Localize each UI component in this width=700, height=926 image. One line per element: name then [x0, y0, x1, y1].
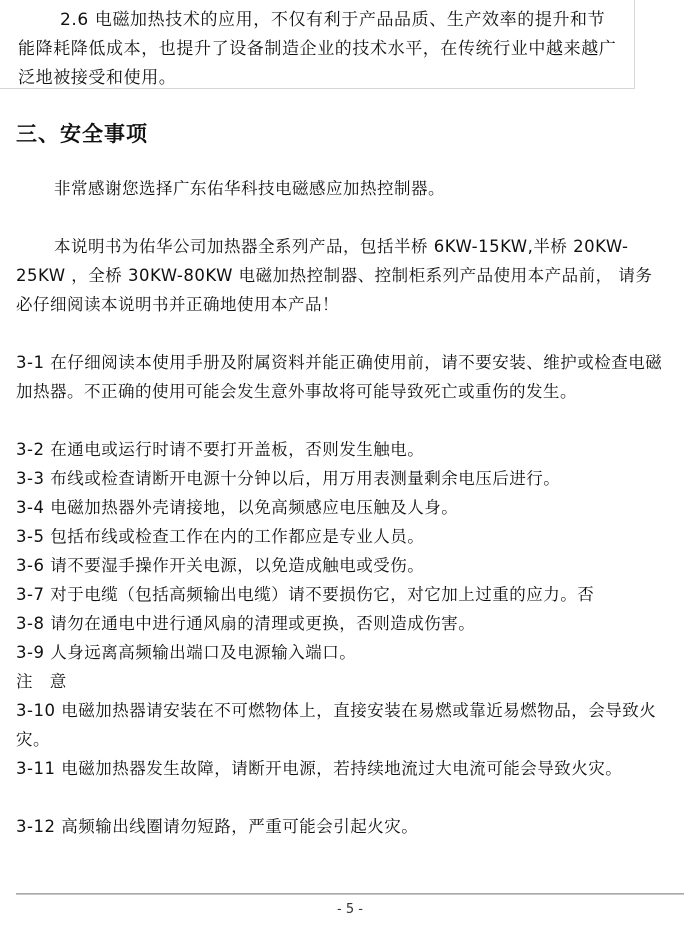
notice-label: 注 意 — [16, 672, 73, 691]
safety-item-3-2: 3-2 在通电或运行时请不要打开盖板，否则发生触电。 — [16, 440, 425, 459]
safety-item-3-1: 3-1 在仔细阅读本使用手册及附属资料并能正确使用前，请不要安装、维护或检查电磁加热器。不正确的使用可能会发生意外事故将可能导致死亡或重伤的发生。 — [16, 353, 663, 401]
notice-item-3-11: 3-11 电磁加热器发生故障，请断开电源，若持续地流过大电流可能会导致火灾。 — [16, 759, 623, 778]
thanks-paragraph: 非常感谢您选择广东佑华科技电磁感应加热控制器。 — [54, 179, 445, 198]
notice-item-3-10: 3-10 电磁加热器请安装在不可燃物体上，直接安装在易燃或靠近易燃物品，会导致火灾。 — [16, 701, 657, 749]
safety-item-3-7: 3-7 对于电缆（包括高频输出电缆）请不要损伤它，对它加上过重的应力。否 — [16, 585, 595, 604]
footer-divider — [16, 893, 684, 895]
safety-item-3-9: 3-9 人身远离高频输出端口及电源输入端口。 — [16, 643, 357, 662]
safety-item-3-5: 3-5 包括布线或检查工作在内的工作都应是专业人员。 — [16, 527, 425, 546]
safety-item-3-8: 3-8 请勿在通电中进行通风扇的清理或更换，否则造成伤害。 — [16, 614, 476, 633]
section-2-6-box — [0, 0, 635, 89]
section-2-6-text: 2.6 电磁加热技术的应用，不仅有利于产品品质、生产效率的提升和节能降耗降低成本，也提升了设备制造企业的技术水平，在传统行业中越来越广泛地被接受和使用。 — [18, 10, 617, 88]
safety-item-3-4: 3-4 电磁加热器外壳请接地，以免高频感应电压触及人身。 — [16, 498, 459, 517]
notice-item-3-12: 3-12 高频输出线圈请勿短路，严重可能会引起火灾。 — [16, 817, 419, 836]
safety-item-3-6: 3-6 请不要湿手操作开关电源，以免造成触电或受伤。 — [16, 556, 425, 575]
page-number: - 5 - — [337, 902, 363, 917]
safety-item-3-3: 3-3 布线或检查请断开电源十分钟以后，用万用表测量剩余电压后进行。 — [16, 469, 561, 488]
section-3-heading: 三、安全事项 — [16, 122, 148, 146]
intro-paragraph: 本说明书为佑华公司加热器全系列产品，包括半桥 6KW-15KW,半桥 20KW-25KW ，全桥 30KW-80KW 电磁加热控制器、控制柜系列产品使用本产品前， 请务必仔细阅读本说明书并正确地使用本产品！ — [16, 237, 653, 314]
